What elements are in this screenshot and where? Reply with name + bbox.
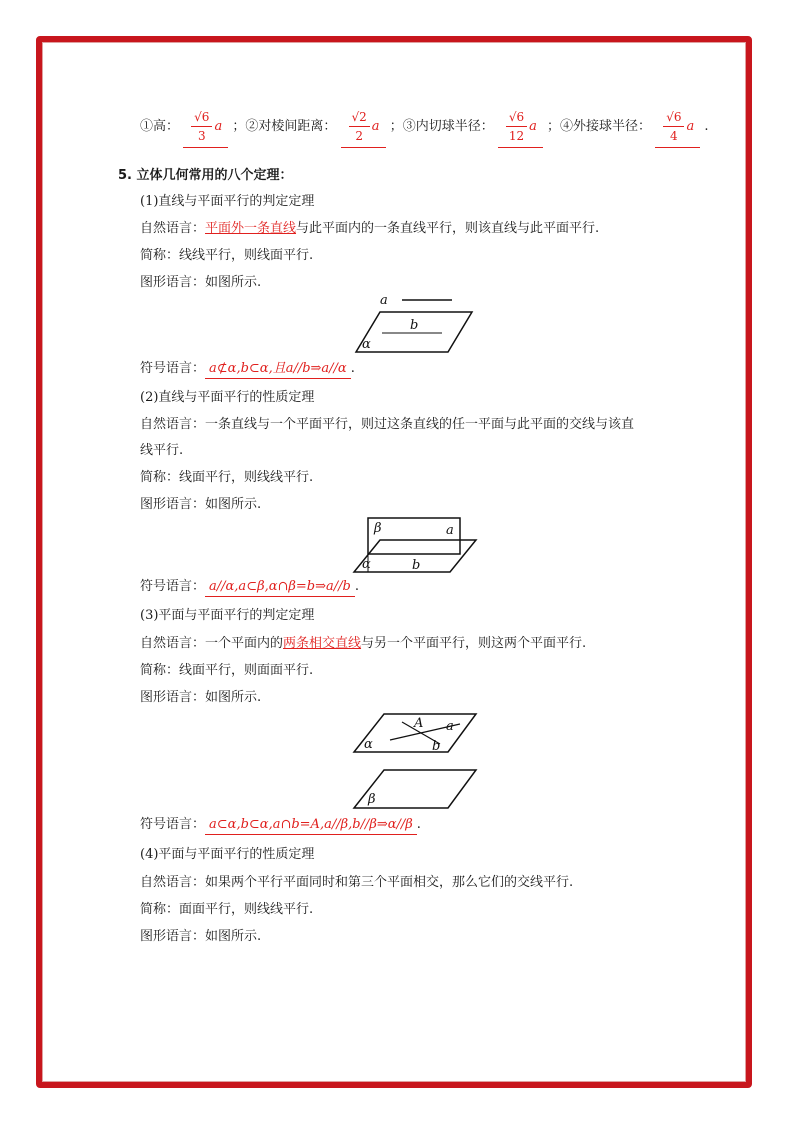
t4-natural: 自然语言：如果两个平行平面同时和第三个平面相交，那么它们的交线平行.	[140, 875, 574, 890]
inscribed-label: ；③内切球半径：	[389, 119, 494, 134]
t1-short: 简称：线线平行，则线面平行.	[140, 248, 314, 263]
t3-symbol-answer: a⊂α,b⊂α,a∩b=A,a//β,b//β⇒α//β	[205, 817, 417, 835]
t4-short: 简称：面面平行，则线线平行.	[140, 902, 314, 917]
t4-title: (4)平面与平面平行的性质定理	[140, 847, 315, 862]
t2-figure	[340, 514, 480, 576]
height-answer	[183, 108, 228, 148]
t3-natural-prefix: 自然语言：一个平面内的	[140, 636, 284, 651]
height-label: ①高：	[140, 119, 180, 134]
edge-var: a	[371, 119, 380, 134]
formula-end: .	[704, 119, 709, 134]
t2-graphic: 图形语言：如图所示.	[140, 497, 262, 512]
t2-natural-1: 自然语言：一条直线与一个平面平行，则过这条直线的任一平面与此平面的交线与该直	[140, 417, 635, 432]
edge-num: √2	[349, 108, 370, 127]
t1-natural	[140, 220, 599, 238]
edge-distance-label: ；②对棱间距离：	[232, 119, 337, 134]
inscribed-num: √6	[506, 108, 527, 127]
t2-short: 简称：线面平行，则线线平行.	[140, 470, 314, 485]
t3-label-beta: β	[368, 792, 376, 807]
height-var: a	[214, 119, 223, 134]
t1-label-b: b	[410, 318, 419, 333]
t2-label-beta: β	[374, 521, 382, 536]
t3-short: 简称：线面平行，则面面平行.	[140, 663, 314, 678]
t2-natural-2: 线平行.	[140, 443, 184, 458]
t2-label-alpha: α	[362, 557, 371, 572]
t3-label-A: A	[414, 716, 424, 731]
t1-label-a: a	[380, 293, 388, 308]
t3-figure	[340, 710, 490, 814]
circ-var: a	[686, 119, 695, 134]
t3-symbol: 符号语言： a⊂α,b⊂α,a∩b=A,a//β,b//β⇒α//β .	[140, 816, 421, 834]
t4-graphic: 图形语言：如图所示.	[140, 929, 262, 944]
t3-graphic: 图形语言：如图所示.	[140, 690, 262, 705]
t3-label-b: b	[432, 739, 441, 754]
t1-label-alpha: α	[362, 337, 371, 352]
t1-symbol: 符号语言： a⊄α,b⊂α,且a//b⇒a//α .	[140, 360, 355, 378]
t3-title: (3)平面与平面平行的判定定理	[140, 608, 315, 623]
t3-natural-highlight: 两条相交直线	[283, 636, 362, 651]
section-heading: 5. 立体几何常用的八个定理：	[118, 168, 293, 183]
t2-label-a: a	[446, 523, 454, 538]
circumscribed-label: ；④外接球半径：	[547, 119, 652, 134]
height-den: 3	[197, 129, 206, 143]
t1-graphic: 图形语言：如图所示.	[140, 275, 262, 290]
t2-symbol: 符号语言： a//α,a⊂β,α∩β=b⇒a//b .	[140, 578, 359, 596]
inscribed-var: a	[529, 119, 537, 134]
t3-label-alpha: α	[364, 737, 373, 752]
t1-natural-highlight: 平面外一条直线	[205, 221, 297, 236]
inscribed-answer	[498, 108, 543, 148]
t1-natural-prefix: 自然语言：	[140, 221, 206, 236]
t2-title: (2)直线与平面平行的性质定理	[140, 390, 315, 405]
circumscribed-answer	[655, 108, 700, 148]
t3-natural-rest: 与另一个平面平行，则这两个平面平行.	[361, 636, 587, 651]
t2-symbol-prefix: 符号语言：	[140, 579, 206, 594]
height-num: √6	[191, 108, 212, 127]
t3-natural	[140, 635, 586, 653]
circ-den: 4	[670, 129, 678, 143]
t1-symbol-prefix: 符号语言：	[140, 361, 206, 376]
t1-symbol-answer: a⊄α,b⊂α,且a//b⇒a//α	[205, 361, 351, 379]
inscribed-den: 12	[508, 129, 525, 143]
t1-figure	[340, 288, 490, 360]
edge-distance-answer	[341, 108, 386, 148]
t2-label-b: b	[412, 558, 421, 573]
t3-symbol-prefix: 符号语言：	[140, 817, 206, 832]
t3-label-a: a	[446, 719, 454, 734]
t2-symbol-answer: a//α,a⊂β,α∩β=b⇒a//b	[205, 579, 355, 597]
edge-den: 2	[355, 129, 363, 143]
t1-title: (1)直线与平面平行的判定定理	[140, 194, 315, 209]
t1-natural-rest: 与此平面内的一条直线平行，则该直线与此平面平行.	[296, 221, 600, 236]
circ-num: √6	[663, 108, 684, 127]
tetrahedron-formulas	[140, 108, 709, 148]
